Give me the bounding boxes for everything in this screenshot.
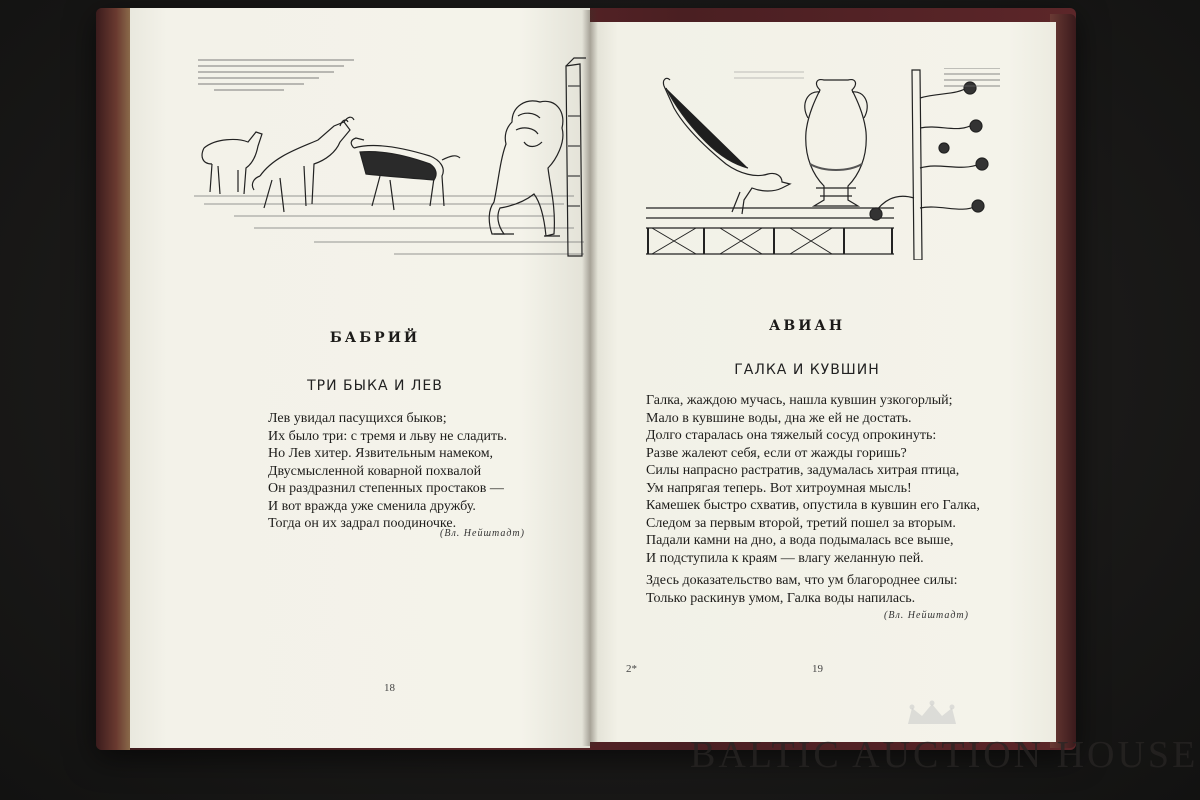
poem-title-left: ТРИ БЫКА И ЛЕВ xyxy=(307,378,443,394)
author-heading-left: БАБРИЙ xyxy=(329,330,421,346)
poem-line: Падали камни на дно, а вода подымалась все выше, xyxy=(646,533,954,548)
poem-line: Камешек быстро схватив, опустила в кувшин его Галка, xyxy=(646,498,980,513)
poem-line: Долго старалась она тяжелый сосуд опрокинуть: xyxy=(646,428,937,443)
poem-line: Тогда он их задрал поодиночке. xyxy=(268,516,457,531)
poem-line: Разве жалеют себя, если от жажды горишь? xyxy=(646,445,907,461)
poem-line: Здесь доказательство вам, что ум благороднее силы: xyxy=(646,573,958,588)
translator-credit-left: (Вл. Нейштадт) xyxy=(440,528,525,539)
poem-line: Но Лев хитер. Язвительным намеком, xyxy=(268,446,494,461)
bulls-and-lion-illustration xyxy=(194,56,586,262)
jackdaw-and-jug-illustration xyxy=(644,68,1004,260)
signature-mark: 2* xyxy=(626,663,637,675)
poem-line: Двусмысленной коварной похвалой xyxy=(268,463,482,479)
poem-line: И вот вражда уже сменила дружбу. xyxy=(268,498,476,514)
poem-line: Лев увидал пасущихся быков; xyxy=(268,411,447,426)
poem-title-right: ГАЛКА И КУВШИН xyxy=(734,362,880,378)
poem-line: Ум напрягая теперь. Вот хитроумная мысль! xyxy=(646,480,912,496)
page-number-right: 19 xyxy=(812,663,823,675)
poem-line: Галка, жаждою мучась, нашла кувшин узкогорлый; xyxy=(646,393,953,408)
poem-text-left xyxy=(268,410,568,533)
poem-moral-right xyxy=(646,572,1016,607)
poem-text-right xyxy=(646,392,1016,567)
page-number-left: 18 xyxy=(384,682,395,694)
poem-line: Только раскинув умом, Галка воды напилась. xyxy=(646,590,916,606)
poem-line: Следом за первым второй, третий пошел за вторым. xyxy=(646,515,956,531)
author-heading-right: АВИАН xyxy=(768,318,846,334)
poem-line: Он раздразнил степенных простаков — xyxy=(268,481,504,496)
poem-line: Мало в кувшине воды, дна же ей не достать. xyxy=(646,410,912,426)
crown-logo-icon xyxy=(904,700,960,728)
poem-line: И подступила к краям — влагу желанную пей. xyxy=(646,550,924,566)
poem-line: Силы напрасно растратив, задумалась хитрая птица, xyxy=(646,463,960,478)
book-spine-edge xyxy=(96,8,130,750)
translator-credit-right: (Вл. Нейштадт) xyxy=(884,610,969,621)
poem-line: Их было три: с тремя и льву не сладить. xyxy=(268,428,508,444)
watermark-text: BALTIC AUCTION HOUSE xyxy=(690,734,1199,776)
